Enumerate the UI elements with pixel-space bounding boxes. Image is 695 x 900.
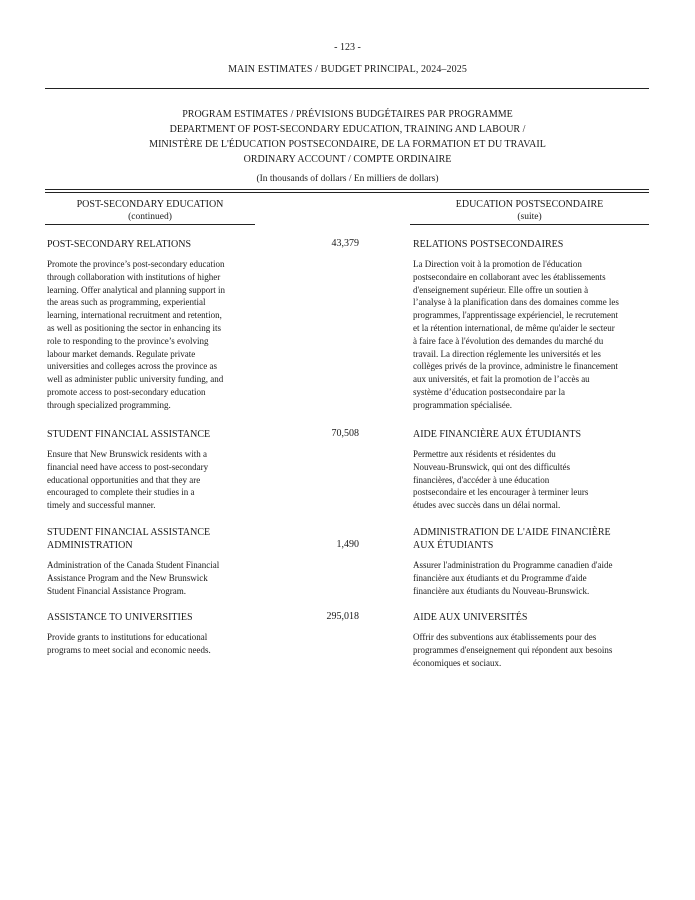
desc-line: Assistance Program and the New Brunswick <box>47 572 208 583</box>
header-rule <box>45 88 649 89</box>
desc-line: universities and colleges across the province as <box>47 361 217 372</box>
desc-line: économiques et sociaux. <box>413 657 502 668</box>
desc-line: timely and successful manner. <box>47 500 156 511</box>
program-name-en: ASSISTANCE TO UNIVERSITIES <box>47 612 193 623</box>
program-desc-en <box>47 448 277 512</box>
desc-line: Student Financial Assistance Program. <box>47 585 186 596</box>
double-rule-bottom <box>45 192 649 193</box>
desc-line: well as administer public university funding, and <box>47 374 224 385</box>
desc-line: financière aux étudiants du Nouveau-Brunswick. <box>413 585 590 596</box>
program-desc-fr <box>413 448 653 512</box>
french-column-heading <box>410 198 649 224</box>
desc-line: promote access to post-secondary education <box>47 386 206 397</box>
program-desc-fr <box>413 559 653 597</box>
program-name-fr: RELATIONS POSTSECONDAIRES <box>413 239 564 250</box>
desc-line: programs to meet social and economic needs. <box>47 644 211 655</box>
desc-line: encouraged to complete their studies in a <box>47 487 195 498</box>
desc-line: l’analyse à la planification dans des domaines comme les <box>413 297 619 308</box>
program-amount: 1,490 <box>336 539 359 550</box>
desc-line: learning. Offer analytical and planning support in <box>47 284 226 295</box>
french-column-title: EDUCATION POSTSECONDAIRE <box>455 199 604 210</box>
program-amount: 295,018 <box>326 611 359 622</box>
program-name-fr: AIDE AUX UNIVERSITÉS <box>413 612 528 623</box>
desc-line: Administration of the Canada Student Financial <box>47 560 220 570</box>
title-line-1: PROGRAM ESTIMATES / PRÉVISIONS BUDGÉTAIRES PAR PROGRAMME <box>182 109 513 120</box>
running-title: MAIN ESTIMATES / BUDGET PRINCIPAL, 2024–2025 <box>228 64 467 75</box>
desc-line: financière aux étudiants et du Programme d'aide <box>413 572 587 583</box>
desc-line: as well as positioning the sector in enhancing its <box>47 322 221 333</box>
desc-line: programmation spécialisée. <box>413 399 512 410</box>
desc-line: labour market demands. Regulate private <box>47 348 196 359</box>
title-line-2: DEPARTMENT OF POST-SECONDARY EDUCATION, TRAINING AND LABOUR / <box>169 124 526 135</box>
french-column-subtitle: (suite) <box>517 212 542 222</box>
desc-line: aux universités, et fait la promotion de l’accès au <box>413 374 590 385</box>
desc-line: et la rétention international, de même qu'aider le secteur <box>413 322 615 333</box>
desc-line: through specialized programming. <box>47 399 171 410</box>
program-name-fr: AIDE FINANCIÈRE AUX ÉTUDIANTS <box>413 429 582 440</box>
program-name-en <box>47 526 210 552</box>
desc-line: système d’éducation postsecondaire par la <box>413 386 565 397</box>
desc-line: programmes d'enseignement qui répondent aux besoins <box>413 644 613 655</box>
double-rule-top <box>45 189 649 190</box>
desc-line: role to responding to the province’s evolving <box>47 335 209 346</box>
english-column-title: POST-SECONDARY EDUCATION <box>76 199 224 210</box>
french-column-rule <box>410 224 649 225</box>
desc-line: Offrir des subventions aux établissements pour des <box>413 632 597 642</box>
desc-line: La Direction voit à la promotion de l'éducation <box>413 259 582 269</box>
english-column-rule <box>45 224 255 225</box>
desc-line: financial need have access to post-secondary <box>47 461 209 472</box>
units-note: (In thousands of dollars / En milliers de dollars) <box>256 174 439 184</box>
program-name-en: POST-SECONDARY RELATIONS <box>47 239 192 250</box>
title-line-4: ORDINARY ACCOUNT / COMPTE ORDINAIRE <box>243 154 452 165</box>
title-line-3: MINISTÈRE DE L'ÉDUCATION POSTSECONDAIRE, DE LA FORMATION ET DU TRAVAIL <box>149 139 546 150</box>
desc-line: through collaboration with institutions of higher <box>47 271 221 282</box>
desc-line: études avec succès dans un délai normal. <box>413 500 561 511</box>
desc-line: collèges privés de la province, administre le financement <box>413 361 618 372</box>
desc-line: à faire face à l'évolution des demandes du marché du <box>413 335 604 346</box>
program-name-line: ADMINISTRATION <box>47 540 133 551</box>
program-desc-fr <box>413 258 653 412</box>
program-desc-en <box>47 559 277 597</box>
desc-line: learning, international recruitment and retention, <box>47 310 222 321</box>
program-desc-fr <box>413 631 653 669</box>
desc-line: Promote the province’s post-secondary education <box>47 259 225 269</box>
english-column-heading <box>45 198 255 224</box>
desc-line: educational opportunities and that they are <box>47 474 201 485</box>
desc-line: Ensure that New Brunswick residents with a <box>47 449 207 459</box>
program-desc-en <box>47 258 277 412</box>
program-name-line: STUDENT FINANCIAL ASSISTANCE <box>47 527 211 538</box>
desc-line: the areas such as programming, experiential <box>47 297 206 308</box>
program-name-fr <box>413 526 611 552</box>
desc-line: Provide grants to institutions for educational <box>47 632 208 642</box>
desc-line: Permettre aux résidents et résidentes du <box>413 449 556 459</box>
desc-line: postsecondaire en collaborant avec les établissements <box>413 271 606 282</box>
program-name-line: AUX ÉTUDIANTS <box>413 540 494 551</box>
desc-line: financières, d'accéder à une éducation <box>413 474 550 485</box>
program-name-line: ADMINISTRATION DE L'AIDE FINANCIÈRE <box>413 527 611 538</box>
desc-line: travail. La direction réglemente les universités et les <box>413 348 601 359</box>
program-amount: 43,379 <box>331 238 359 249</box>
desc-line: postsecondaire et les encourager à terminer leurs <box>413 487 589 498</box>
desc-line: Nouveau-Brunswick, qui ont des difficultés <box>413 461 571 472</box>
desc-line: d'enseignement supérieur. Elle offre un soutien à <box>413 284 589 295</box>
desc-line: programmes, l'apprentissage expérienciel, le recrutement <box>413 310 619 321</box>
english-column-subtitle: (continued) <box>128 212 172 222</box>
program-amount: 70,508 <box>331 428 359 439</box>
page-number: - 123 - <box>334 42 361 53</box>
desc-line: Assurer l'administration du Programme canadien d'aide <box>413 560 613 570</box>
program-desc-en <box>47 631 277 657</box>
program-name-en: STUDENT FINANCIAL ASSISTANCE <box>47 429 211 440</box>
